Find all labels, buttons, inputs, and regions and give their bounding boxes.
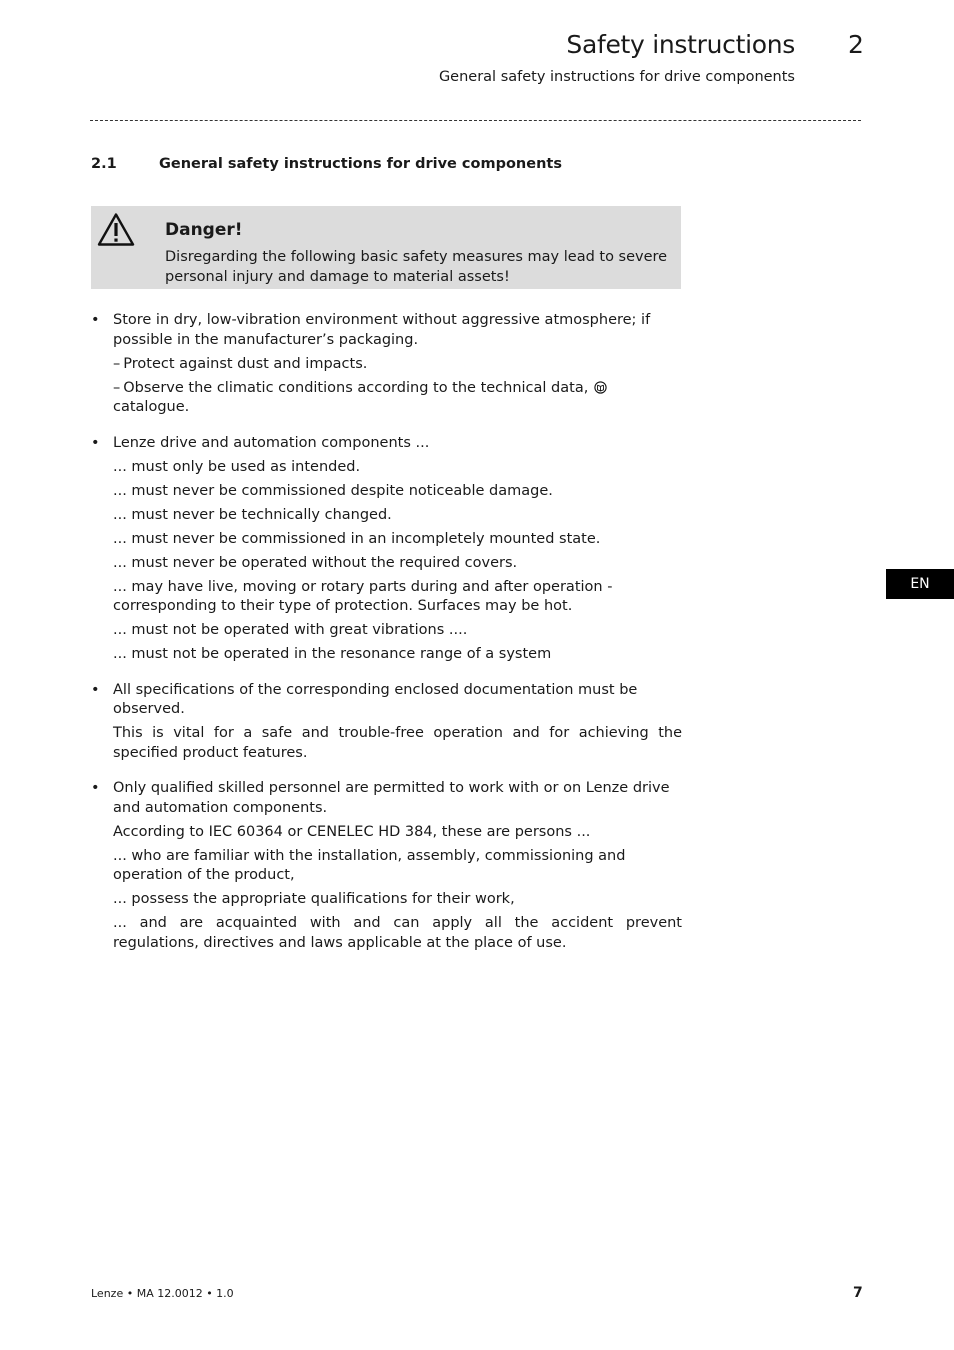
header-divider (90, 120, 861, 121)
section-title: General safety instructions for drive components (159, 156, 562, 172)
page-number: 7 (853, 1285, 863, 1301)
bullet-text: Only qualified skilled personnel are permitted to work with or on Lenze drive and automation components. (113, 780, 670, 816)
bullet-documentation (91, 681, 682, 764)
bullet-text: Store in dry, low-vibration environment without aggressive atmosphere; if possible in the manufacturer’s packaging. (113, 312, 651, 348)
list-item: According to IEC 60364 or CENELEC HD 384, these are persons ... (113, 823, 591, 840)
bullet-personnel (91, 779, 682, 953)
danger-text: Disregarding the following basic safety measures may lead to severe personal injury and damage to material assets! (165, 249, 668, 285)
list-item: ... must never be commissioned despite noticeable damage. (113, 482, 553, 499)
warning-triangle-icon (97, 212, 135, 247)
list-item: ... may have live, moving or rotary parts during and after operation - corresponding to their type of protection. Surfaces may be hot. (113, 578, 613, 614)
danger-title: Danger! (165, 220, 243, 240)
list-item: ... who are familiar with the installation, assembly, commissioning and operation of the product, (113, 847, 626, 883)
footer-document-id: Lenze • MA 12.0012 • 1.0 (91, 1287, 234, 1300)
bullet-marker: • (91, 434, 100, 451)
page-subtitle: General safety instructions for drive components (438, 69, 795, 85)
bullet-marker: • (91, 312, 100, 328)
chapter-number: 2 (848, 30, 864, 59)
list-item: ... must never be operated without the required covers. (113, 554, 518, 571)
section-number: 2.1 (91, 156, 117, 172)
list-item: ... possess the appropriate qualifications for their work, (113, 891, 515, 907)
chapter-title: Safety instructions (566, 30, 795, 59)
bullet-components (91, 434, 682, 665)
language-tab[interactable]: EN (886, 569, 954, 599)
danger-notice (91, 206, 681, 289)
bullet-storage (91, 311, 682, 418)
list-item: This is vital for a safe and trouble-free operation and for achieving the specified product features. (113, 725, 682, 761)
dash-item: – Protect against dust and impacts. (113, 355, 368, 372)
list-item: ... must never be technically changed. (113, 506, 392, 523)
list-item: ... and are acquainted with and can apply all the accident prevent regulations, directives and laws applicable at the place of use. (113, 915, 682, 951)
list-item: ... must only be used as intended. (113, 458, 361, 475)
bullet-marker: • (91, 780, 100, 796)
safety-instructions-list (91, 311, 682, 969)
bullet-text: All specifications of the corresponding enclosed documentation must be observed. (113, 681, 638, 717)
list-item: ... must never be commissioned in an incompletely mounted state. (113, 530, 601, 547)
catalogue-reference-icon (594, 381, 607, 394)
list-item: ... must not be operated with great vibrations .... (113, 622, 468, 638)
bullet-marker: • (91, 681, 100, 698)
list-item: ... must not be operated in the resonance range of a system (113, 646, 552, 662)
dash-item: – Observe the climatic conditions according to the technical data, catalogue. (113, 379, 682, 418)
bullet-text: Lenze drive and automation components ... (113, 434, 430, 451)
